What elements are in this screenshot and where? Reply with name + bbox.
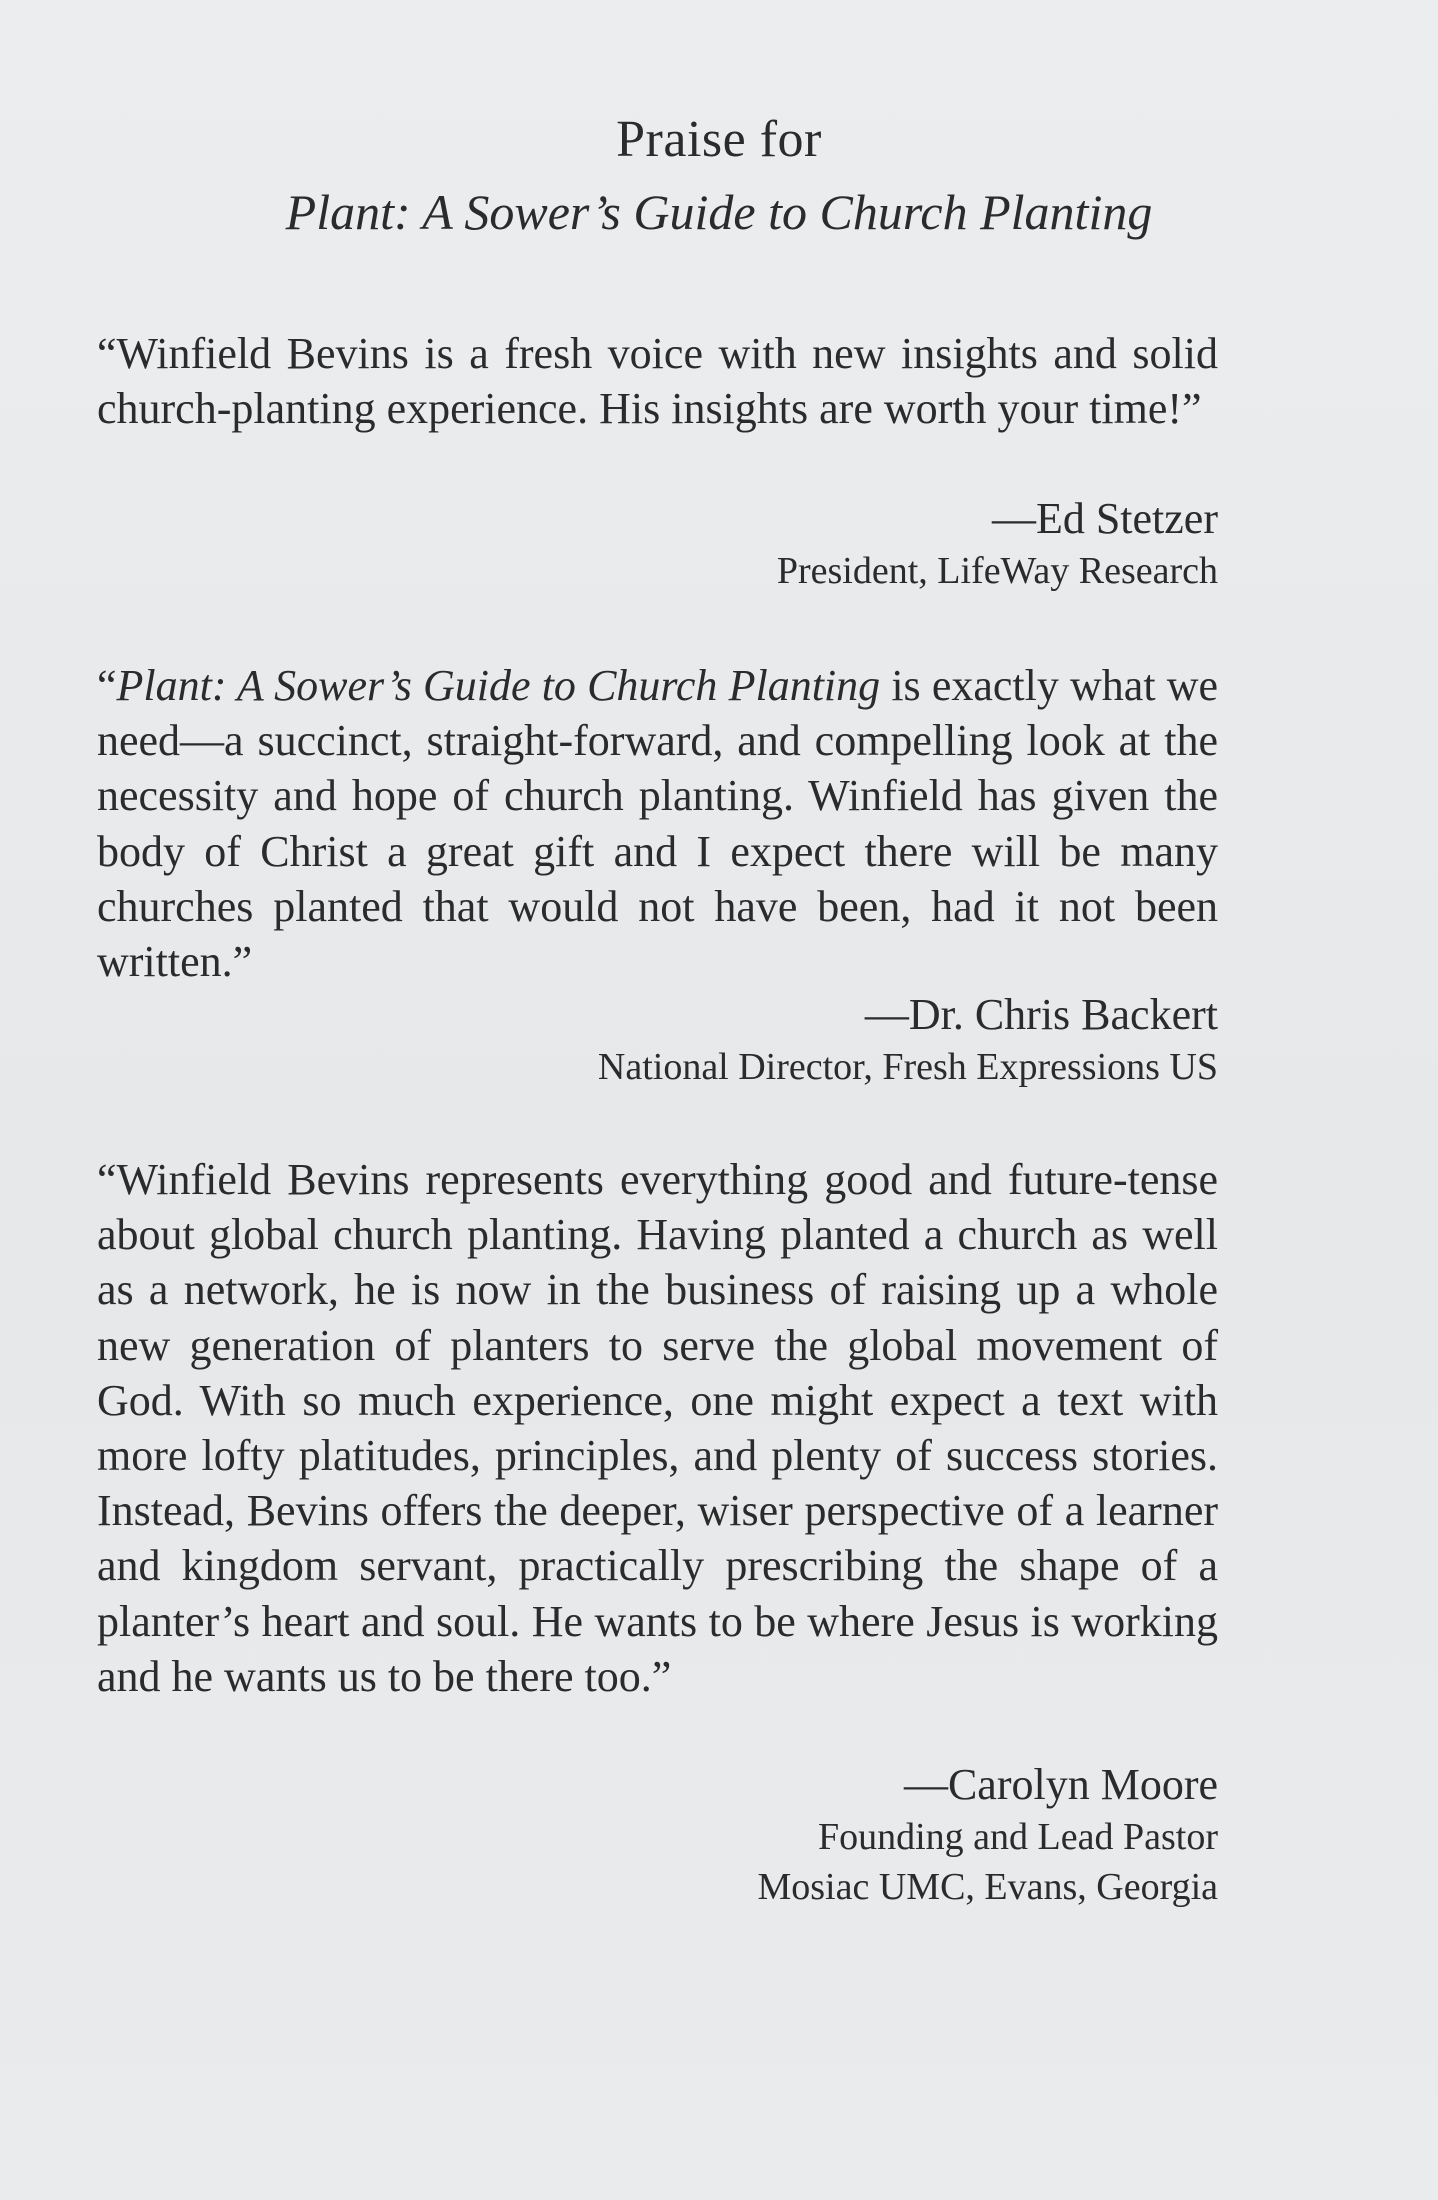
quote-book-title-2: Plant: A Sower’s Guide to Church Planting [116,661,881,710]
quote-body-2: is exactly what we need—a succinct, straight-forward, and compelling look at the necessity and hope of church planting. Winfield has given the body of Christ a great gift and I expect there will be many churches planted that would not have been, had it not been written.” [97,661,1218,987]
endorsement-attribution-2 [598,988,1218,1092]
endorser-name-2: —Dr. Chris Backert [864,990,1218,1039]
quote-open-mark-2: “ [97,661,117,710]
endorser-role-2: National Director, Fresh Expressions US [597,1046,1218,1088]
endorser-role-1: President, LifeWay Research [776,550,1218,592]
heading-book-title: Plant: A Sower’s Guide to Church Planting [285,184,1153,240]
heading-praise-for: Praise for [616,111,822,168]
endorser-name-3: —Carolyn Moore [903,1760,1218,1809]
endorser-role-3a: Founding and Lead Pastor [817,1816,1218,1858]
endorsement-quote-3: “Winfield Bevins represents everything good and future-tense about global church planting. Having planted a church as well as a network, he is now in the business of raising up a whole new generation of planters to serve the global movement of God. With so much experience, one might expect a text with more lofty platitudes, principles, and plenty of success stories. Instead, Bevins offers the deeper, wiser perspective of a learner and kingdom servant, practically prescribing the shape of a planter’s heart and soul. He wants to be where Jesus is working and he wants us to be there too.” [97,1155,1218,1701]
endorsement-quote-1: “Winfield Bevins is a fresh voice with new insights and solid church-planting experience. His insights are worth your time!” [97,329,1218,434]
endorsement-attribution-3 [757,1758,1218,1912]
endorser-name-1: —Ed Stetzer [991,494,1218,543]
endorsement-attribution-1 [777,492,1218,596]
endorsement-quote-2 [97,658,1218,989]
endorser-role-3b: Mosiac UMC, Evans, Georgia [757,1866,1218,1908]
page-heading [0,104,1438,248]
